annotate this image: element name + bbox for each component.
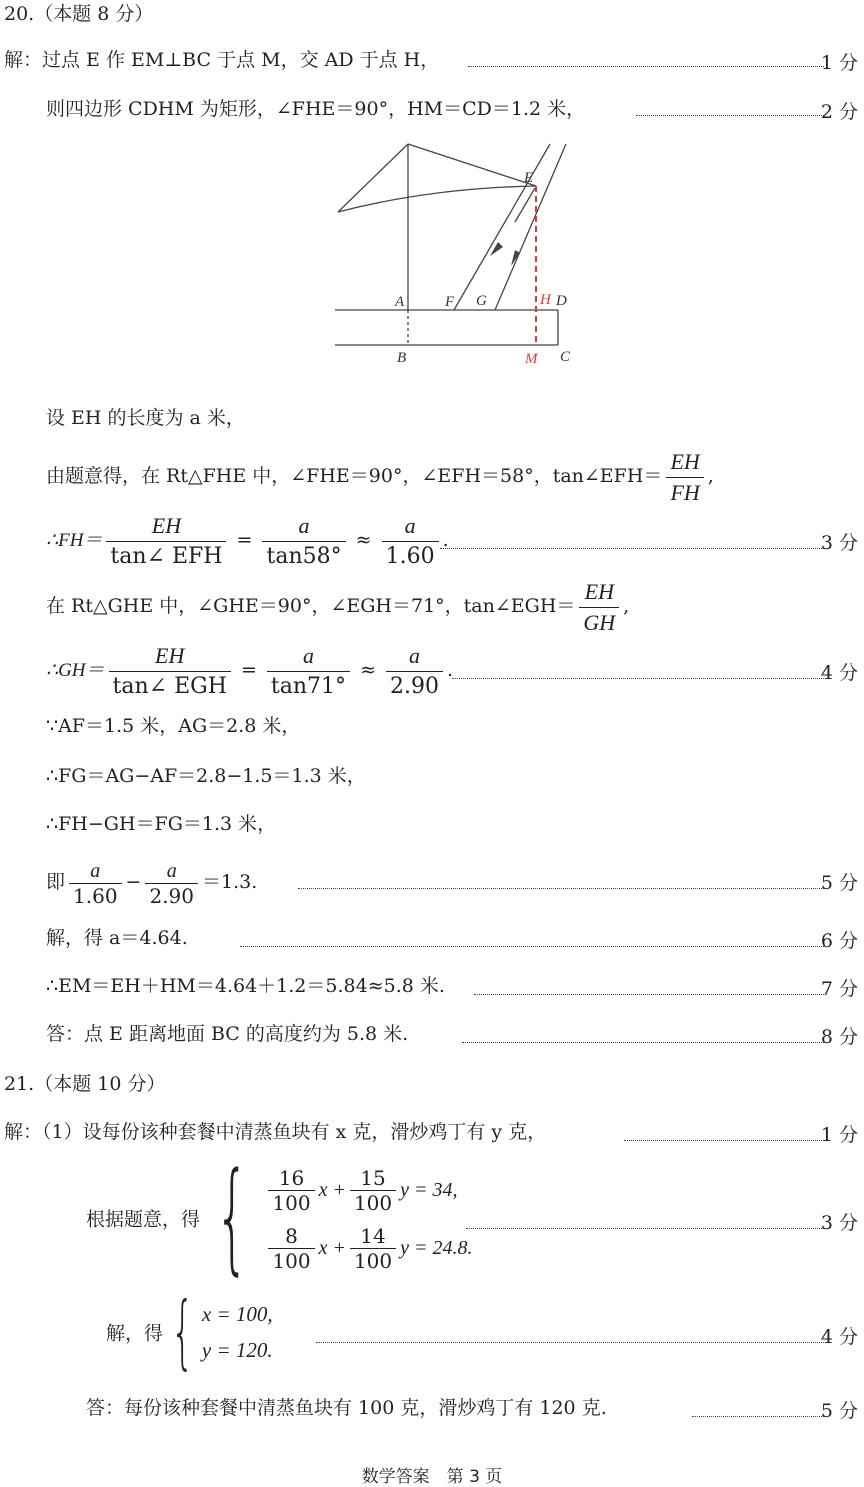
leader-dots xyxy=(692,1416,824,1417)
ray-through-e xyxy=(515,188,535,222)
left-brace: { xyxy=(171,1285,194,1378)
equation-system xyxy=(264,1160,472,1276)
q20-line-6-text: 在 Rt△GHE 中，∠GHE＝90°，∠EGH＝71°，tan∠EGH＝ xyxy=(46,595,576,617)
q21-line-2: 根据题意，得 xyxy=(86,1208,201,1231)
geometry-figure xyxy=(330,138,580,368)
solution-system xyxy=(202,1296,273,1368)
frac-den: FH xyxy=(670,479,700,505)
solution-y: y = 120. xyxy=(201,1338,273,1362)
ji-text: 即 xyxy=(46,871,66,893)
leader-dots xyxy=(636,115,824,116)
eq-tail: y = 34, xyxy=(400,1179,458,1201)
fraction-a-290 xyxy=(386,641,443,702)
page-footer: 数学答案 第 3 页 xyxy=(361,1467,503,1487)
q20-line-12-text: 解，得 a＝4.64 xyxy=(46,927,182,949)
score-label: 1 分 xyxy=(820,52,858,74)
gh-lhs: ∴GH＝ xyxy=(46,660,105,681)
eq-mid: x + xyxy=(318,1237,346,1259)
q20-header: 20.（本题 8 分） xyxy=(4,3,154,25)
q20-line-4: 由题意得，在 Rt△FHE 中，∠FHE＝90°，∠EFH＝58°，tan∠EFH＝ $\frac{EH}{FH}$ , xyxy=(46,446,714,508)
frac-den: tan58° xyxy=(266,543,342,569)
q21-header: 21.（本题 10 分） xyxy=(4,1073,166,1095)
frac-15-100 xyxy=(350,1166,396,1215)
equation-1 xyxy=(264,1160,472,1218)
frac-den: 1.60 xyxy=(73,883,118,908)
score-label: 5 分 xyxy=(820,1400,858,1422)
score-label: 3 分 xyxy=(820,532,858,554)
q20-line-1: 解：过点 E 作 EM⊥BC 于点 M，交 AD 于点 H， xyxy=(4,49,440,71)
frac-num: 16 xyxy=(268,1166,314,1191)
equation-2 xyxy=(264,1218,472,1276)
label-h: H xyxy=(540,292,551,308)
frac-den: 2.90 xyxy=(390,673,440,699)
label-c: C xyxy=(560,349,571,365)
frac-num: a xyxy=(386,641,443,672)
score-label: 8 分 xyxy=(820,1026,858,1048)
fraction-a-160 xyxy=(382,511,439,572)
frac-num: EH xyxy=(106,511,226,542)
frac-num: 15 xyxy=(350,1166,396,1191)
q21-line-1: 解：（1）设每份该种套餐中清蒸鱼块有 x 克，滑炒鸡丁有 y 克， xyxy=(4,1121,547,1143)
leader-dots xyxy=(240,946,824,947)
frac-14-100 xyxy=(350,1224,396,1273)
frac-num: 8 xyxy=(268,1224,314,1249)
label-a: A xyxy=(395,294,405,310)
frac-8-100 xyxy=(268,1224,314,1273)
q21-line-3: 解，得 xyxy=(106,1322,164,1345)
q20-line-12: 解，得 a＝4.64. xyxy=(46,927,188,949)
frac-num: a xyxy=(382,511,439,542)
q20-line-10: ∴FH−GH＝FG＝1.3 米， xyxy=(46,813,277,835)
label-m: M xyxy=(525,351,538,367)
score-label: 6 分 xyxy=(820,930,858,952)
label-g: G xyxy=(476,293,487,309)
fraction-a-tan58 xyxy=(262,511,345,572)
fraction-eh-gh xyxy=(579,577,619,638)
q21-line-4: 答：每份该种套餐中清蒸鱼块有 100 克，滑炒鸡丁有 120 克. xyxy=(86,1397,607,1419)
q21-system xyxy=(86,1148,473,1287)
fraction-eh-tan xyxy=(106,511,226,572)
frac-num: EH xyxy=(109,641,231,672)
score-label: 4 分 xyxy=(820,662,858,684)
q20-line-9: ∴FG＝AG−AF＝2.8−1.5＝1.3 米， xyxy=(46,765,366,787)
leader-dots xyxy=(474,994,824,995)
score-label: 1 分 xyxy=(820,1124,858,1146)
fh-lhs: ∴FH＝ xyxy=(46,530,103,551)
label-f: F xyxy=(445,294,455,310)
fraction-eh-tan-egh xyxy=(109,641,231,702)
eq-mid: x + xyxy=(318,1179,346,1201)
canopy-edge xyxy=(338,186,536,212)
frac-16-100 xyxy=(268,1166,314,1215)
leader-dots xyxy=(466,1228,824,1229)
left-brace: { xyxy=(215,1148,250,1287)
frac-den: 100 xyxy=(353,1249,393,1273)
fraction-eh-fh xyxy=(666,447,703,508)
canopy-left xyxy=(338,144,408,212)
q20-line-4-text: 由题意得，在 Rt△FHE 中，∠FHE＝90°，∠EFH＝58°，tan∠EFH＝ xyxy=(46,465,663,487)
q20-line-2: 则四边形 CDHM 为矩形，∠FHE＝90°，HM＝CD＝1.2 米， xyxy=(46,98,586,120)
ray-g xyxy=(495,144,566,310)
frac-num: EH xyxy=(666,447,703,478)
frac-den: 2.90 xyxy=(149,883,194,908)
frac-den: tan71° xyxy=(270,673,347,699)
frac-num: a xyxy=(69,859,122,884)
q20-line-14: 答：点 E 距离地面 BC 的高度约为 5.8 米. xyxy=(46,1023,409,1045)
fraction-a-tan71 xyxy=(267,641,350,702)
score-label: 7 分 xyxy=(820,978,858,1000)
frac-num: a xyxy=(267,641,350,672)
eq-tail: y = 24.8. xyxy=(400,1237,473,1259)
q20-line-6: 在 Rt△GHE 中，∠GHE＝90°，∠EGH＝71°，tan∠EGH＝ $\frac{EH}{GH}$ , xyxy=(46,576,629,638)
frac-den: tan∠ EGH xyxy=(112,673,227,699)
frac-num: a xyxy=(145,859,198,884)
frac-num: a xyxy=(262,511,345,542)
leader-dots xyxy=(452,678,824,679)
eq-result: ＝1.3 xyxy=(202,871,252,893)
canopy-right xyxy=(408,144,536,186)
q20-line-11: 即 $\frac{a}{1.60}$ − $\frac{a}{2.90}$ ＝1.3. xyxy=(46,859,258,908)
leader-dots xyxy=(298,888,824,889)
score-label: 4 分 xyxy=(820,1326,858,1348)
score-label: 2 分 xyxy=(820,101,858,123)
frac-den: 100 xyxy=(353,1191,393,1215)
frac-den: 100 xyxy=(272,1191,311,1215)
label-e: E xyxy=(524,170,534,186)
frac-den: 100 xyxy=(272,1249,311,1273)
leader-dots xyxy=(462,1042,824,1043)
label-b: B xyxy=(397,350,407,366)
q21-solution xyxy=(106,1285,273,1378)
leader-dots xyxy=(624,1140,824,1141)
fraction-a-290 xyxy=(145,859,198,908)
label-d: D xyxy=(556,293,567,309)
q20-line-8: ∵AF＝1.5 米，AG＝2.8 米， xyxy=(46,715,301,737)
q20-line-7: ∴GH＝ $\frac{EH}{\text{tan∠ EGH}}$ = $\frac{a}{\tan 71^\circ}$ ≈ $\frac{a}{2.90}$ . xyxy=(46,640,453,702)
leader-dots xyxy=(468,66,824,67)
leader-dots xyxy=(316,1342,824,1343)
q20-line-5: ∴FH＝ $\frac{EH}{\text{tan∠ EFH}}$ = $\frac{a}{\tan 58^\circ}$ ≈ $\frac{a}{1.60}$ . xyxy=(46,510,449,572)
leader-dots xyxy=(440,548,824,549)
frac-num: EH xyxy=(579,577,619,608)
solution-x: x = 100, xyxy=(201,1302,273,1326)
frac-den: tan∠ EFH xyxy=(110,543,223,569)
score-label: 3 分 xyxy=(820,1212,858,1234)
frac-den: GH xyxy=(583,609,616,635)
frac-num: 14 xyxy=(350,1224,396,1249)
q20-line-3: 设 EH 的长度为 a 米， xyxy=(46,407,245,429)
score-label: 5 分 xyxy=(820,872,858,894)
fraction-a-160 xyxy=(69,859,122,908)
frac-den: 1.60 xyxy=(385,543,435,569)
q20-line-13: ∴EM＝EH＋HM＝4.64＋1.2＝5.84≈5.8 米. xyxy=(46,975,445,997)
